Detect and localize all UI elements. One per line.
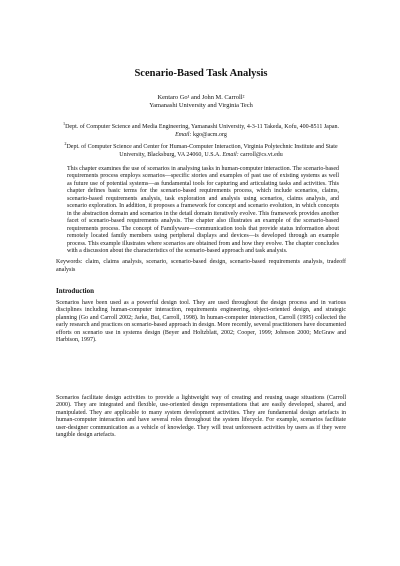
affiliation-mark: 1: [63, 121, 66, 126]
email-label: Email:: [222, 152, 239, 159]
paper-title: Scenario-Based Task Analysis: [134, 68, 268, 79]
email-address: kgo@acm.org: [192, 132, 227, 139]
affiliation-1: [56, 123, 346, 140]
affiliation-2: [56, 143, 346, 160]
author-block: [56, 94, 346, 110]
affiliation-text: Dept. of Computer Science and Center for Human-Computer Interaction, Virginia Polytechnic Institute and State University, Blacksburg, VA 24060, U.S.A.: [66, 144, 338, 159]
author-institutions: Yamanashi University and Virginia Tech: [149, 102, 253, 109]
affiliation-mark: 2: [64, 141, 67, 146]
email-label: Email:: [175, 132, 192, 139]
intro-paragraph-2: Scenarios facilitate design activities to provide a lightweight way of creating and reusing usage situations (Carroll 2000). They are integrated and flexible, use-oriented design representations that are easily developed, shared, and manipulated. They are applicable to many system development activities. They are fundamental design artefacts in human-computer interaction and have several roles throughout the system lifecycle. For example, scenarios facilitate user-designer communication as a vehicle of knowledge. They will treat unforeseen activities by users as if they were tangible design artefacts.: [56, 395, 346, 439]
intro-paragraph-1: Scenarios have been used as a powerful design tool. They are used throughout the design process and in various disciplines including human-computer interaction, requirements engineering, object-oriented design, and strategic planning (Go and Carroll 2002; Jarke, Bui, Carroll, 1998). In human-computer interaction, Carroll (1995) collected the early research and practices on scenario-based approach in design. More recently, several practitioners have documented efforts on scenario use in systems design (Beyer and Holtzblatt, 2002; Cooper, 1999; Johnson 2000; McGraw and Harbison, 1997).: [56, 300, 346, 344]
section-heading-introduction: Introduction: [56, 287, 94, 295]
author-names: Kentaro Go¹ and John M. Carroll²: [157, 94, 245, 101]
abstract: This chapter examines the use of scenarios in analysing tasks in human-computer interaction. The scenario-based requirements process employs scenarios—specific stories and examples of past use of existing systems as well as future use of potential systems—as fundamental tools for capturing and articulating tasks and activities. This chapter defines basic terms for the scenario-based requirements process, which include scenarios, claims, scenario-based requirements analysis, task exploration and analysis using scenarios, claims analysis, and scenario exploration. In addition, it proposes a framework for concept and scenario evolution, in which concepts in the abstraction domain and scenarios in the detail domain iteratively evolve. This framework provides another facet of scenario-based requirements analysis. The chapter also illustrates an example of the scenario-based requirements process. The concept of Familyware—communication tools that provide status information about remotely located family members using peripheral displays and devices—is developed through an example process. This example illustrates where scenarios are obtained from and how they evolve. The chapter concludes with a discussion about the characteristics of the scenario-based approach and task analysis.: [67, 166, 339, 254]
keywords: Keywords: claim, claims analysis, scenario, scenario-based design, scenario-based requirements analysis, tradeoff analysis: [56, 259, 346, 273]
email-address: carroll@cs.vt.edu: [240, 152, 283, 159]
affiliation-text: Dept. of Computer Science and Media Engineering, Yamanashi University, 4-3-11 Takeda, Kofu, 400-8511 Japan.: [65, 124, 339, 130]
